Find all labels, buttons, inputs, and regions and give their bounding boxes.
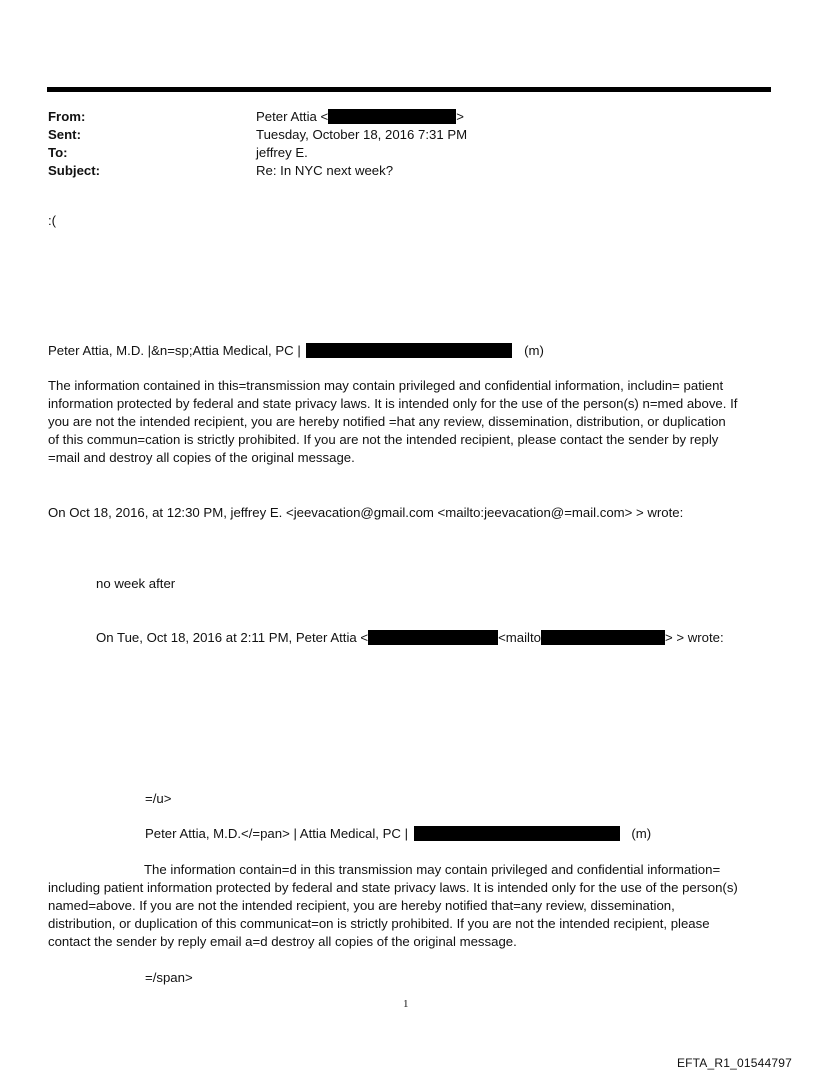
html-fragment-span: =/span> [145, 970, 193, 985]
disclaimer-1-line: information protected by federal and state privacy laws. It is intended only for the use of the person(s) n=med above. If [48, 396, 738, 411]
signature-2-text: Peter Attia, M.D.</=pan> | Attia Medical, PC | [145, 826, 409, 841]
disclaimer-1-line: of this commun=cation is strictly prohibited. If you are not the intended recipient, please contact the sender by reply [48, 432, 719, 447]
disclaimer-2-line: named=above. If you are not the intended recipient, you are hereby notified that=any review, dissemination, [48, 898, 675, 913]
redacted-phone [414, 826, 620, 841]
quote-1-header: On Oct 18, 2016, at 12:30 PM, jeffrey E. <jeevacation@gmail.com <mailto:jeevacation@=mail.com> > wrote: [48, 505, 684, 520]
disclaimer-1 [48, 377, 772, 467]
header-divider-rule [47, 87, 771, 92]
signature-line-1 [48, 342, 544, 360]
document-id: EFTA_R1_01544797 [676, 1056, 792, 1070]
redacted-email [541, 630, 665, 645]
disclaimer-1-line: =mail and destroy all copies of the original message. [48, 450, 355, 465]
from-label: From: [48, 109, 86, 124]
disclaimer-2-line: distribution, or duplication of this communicat=on is strictly prohibited. If you are not the intended recipient, please [48, 916, 710, 931]
quote-2-header [96, 629, 724, 647]
from-value [256, 108, 464, 126]
from-name: Peter Attia [256, 109, 317, 124]
signature-1-text: Peter Attia, M.D. |&n=sp;Attia Medical, PC | [48, 343, 301, 358]
disclaimer-2-line: The information contain=d in this transmission may contain privileged and confidential information= [144, 862, 721, 877]
subject-label: Subject: [48, 163, 101, 178]
quote-2-prefix: On Tue, Oct 18, 2016 at 2:11 PM, Peter Attia < [96, 630, 369, 645]
quote-2-mailto: <mailto [498, 630, 541, 645]
disclaimer-2-line: contact the sender by reply email a=d destroy all copies of the original message. [48, 934, 517, 949]
signature-1-mobile: (m) [524, 343, 544, 358]
page-number: 1 [403, 998, 409, 1010]
subject-value: Re: In NYC next week? [256, 163, 394, 178]
to-label: To: [48, 145, 68, 160]
disclaimer-1-line: The information contained in this=transmission may contain privileged and confidential information, includin= patient [48, 378, 724, 393]
from-open-bracket: < [320, 109, 329, 124]
disclaimer-1-line: you are not the intended recipient, you are hereby notified =hat any review, dissemination, distribution, or duplication [48, 414, 726, 429]
signature-2-mobile: (m) [631, 826, 652, 841]
quote-2-suffix: > > wrote: [664, 630, 724, 645]
sent-value: Tuesday, October 18, 2016 7:31 PM [256, 127, 468, 142]
quote-1-text: no week after [96, 576, 176, 591]
disclaimer-2 [48, 861, 788, 951]
sent-label: Sent: [48, 127, 81, 142]
signature-line-2 [145, 825, 651, 843]
redacted-phone [306, 343, 512, 358]
redacted-email [368, 630, 498, 645]
disclaimer-2-line: including patient information protected by federal and state privacy laws. It is intended only for the use of the person(s) [48, 880, 738, 895]
redacted-email [328, 109, 456, 124]
from-close-bracket: > [456, 109, 464, 124]
to-value: jeffrey E. [256, 145, 308, 160]
opening-line: :( [48, 213, 57, 228]
html-fragment-u: =/u> [145, 791, 172, 806]
